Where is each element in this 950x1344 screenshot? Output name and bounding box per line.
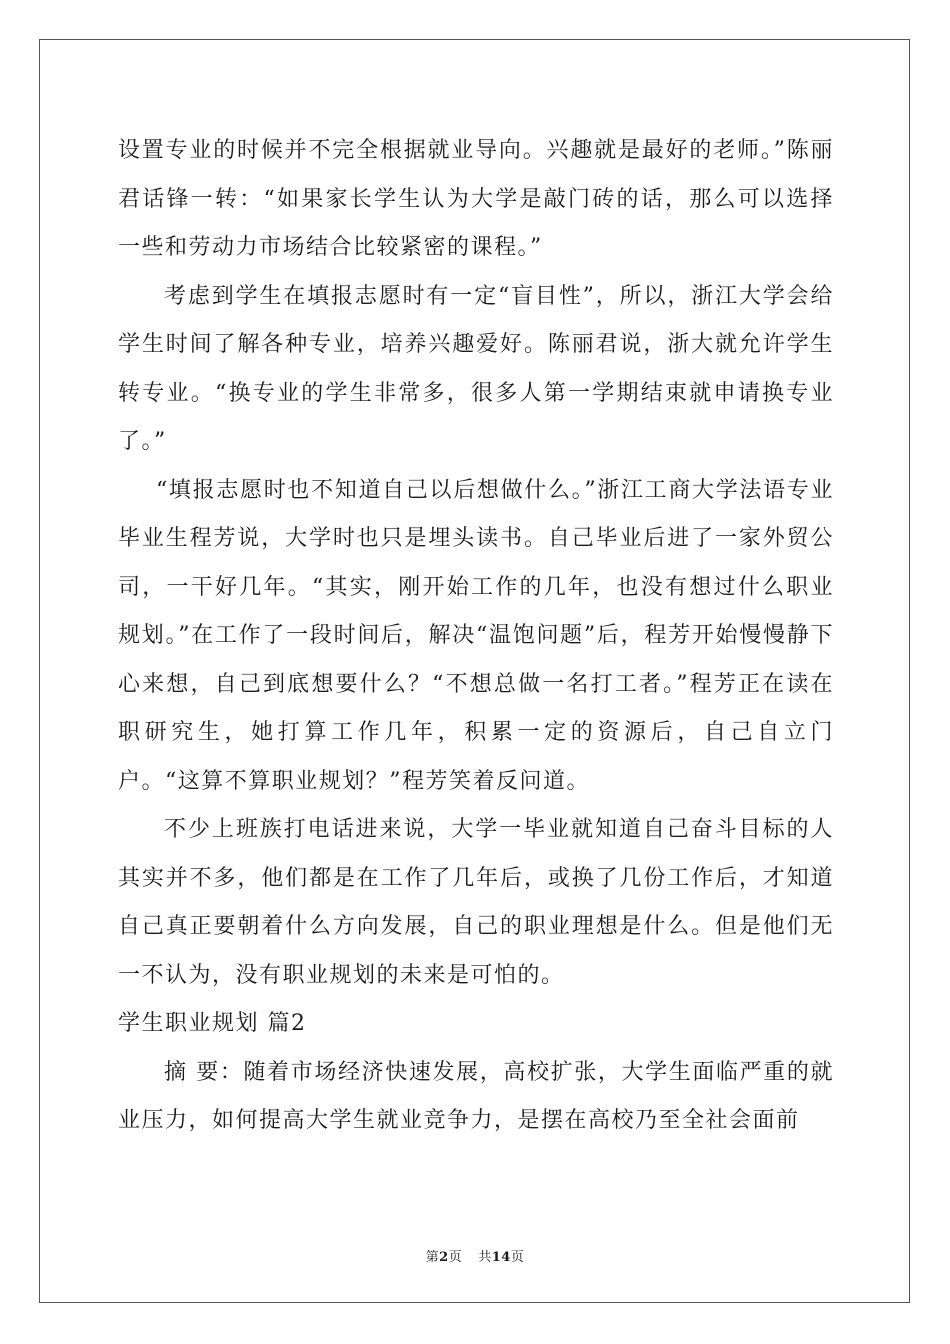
- page-footer: [0, 1246, 950, 1265]
- section-heading: 学生职业规划 篇2: [118, 1011, 307, 1036]
- paragraph-2: 考虑到学生在填报志愿时有一定“盲目性”，所以，浙江大学会给学生时间了解各种专业，培养兴趣爱好。陈丽君说，浙大就允许学生转专业。“换专业的学生非常多，很多人第一学期结束就申请换专业了。”: [118, 283, 834, 454]
- footer-total-suffix: 页: [510, 1250, 525, 1265]
- paragraph-3: “填报志愿时也不知道自己以后想做什么。”浙江工商大学法语专业毕业生程芳说，大学时也只是埋头读书。自己毕业后进了一家外贸公司，一干好几年。“其实，刚开始工作的几年，也没有想过什么职业规划。”在工作了一段时间后，解决“温饱问题”后，程芳开始慢慢静下心来想，自己到底想要什么？“不想总做一名打工者。”程芳正在读在职研究生，她打算工作几年，积累一定的资源后，自己自立门户。“这算不算职业规划？”程芳笑着反问道。: [118, 477, 834, 794]
- paragraph-5: 摘 要：随着市场经济快速发展，高校扩张，大学生面临严重的就业压力，如何提高大学生就业竞争力，是摆在高校乃至全社会面前: [118, 1059, 834, 1133]
- footer-page-suffix: 页: [448, 1250, 463, 1265]
- footer-page-number: 2: [439, 1250, 449, 1265]
- paragraph-1: 设置专业的时候并不完全根据就业导向。兴趣就是最好的老师。”陈丽君话锋一转：“如果家长学生认为大学是敲门砖的话，那么可以选择一些和劳动力市场结合比较紧密的课程。”: [118, 138, 834, 260]
- document-body: [118, 127, 834, 1146]
- paragraph-4: 不少上班族打电话进来说，大学一毕业就知道自己奋斗目标的人其实并不多，他们都是在工作了几年后，或换了几份工作后，才知道自己真正要朝着什么方向发展，自己的职业理想是什么。但是他们无一不认为，没有职业规划的未来是可怕的。: [118, 817, 834, 988]
- footer-page-prefix: 第: [425, 1250, 440, 1265]
- footer-total-prefix: 共: [478, 1250, 492, 1265]
- footer-total-number: 14: [491, 1250, 511, 1265]
